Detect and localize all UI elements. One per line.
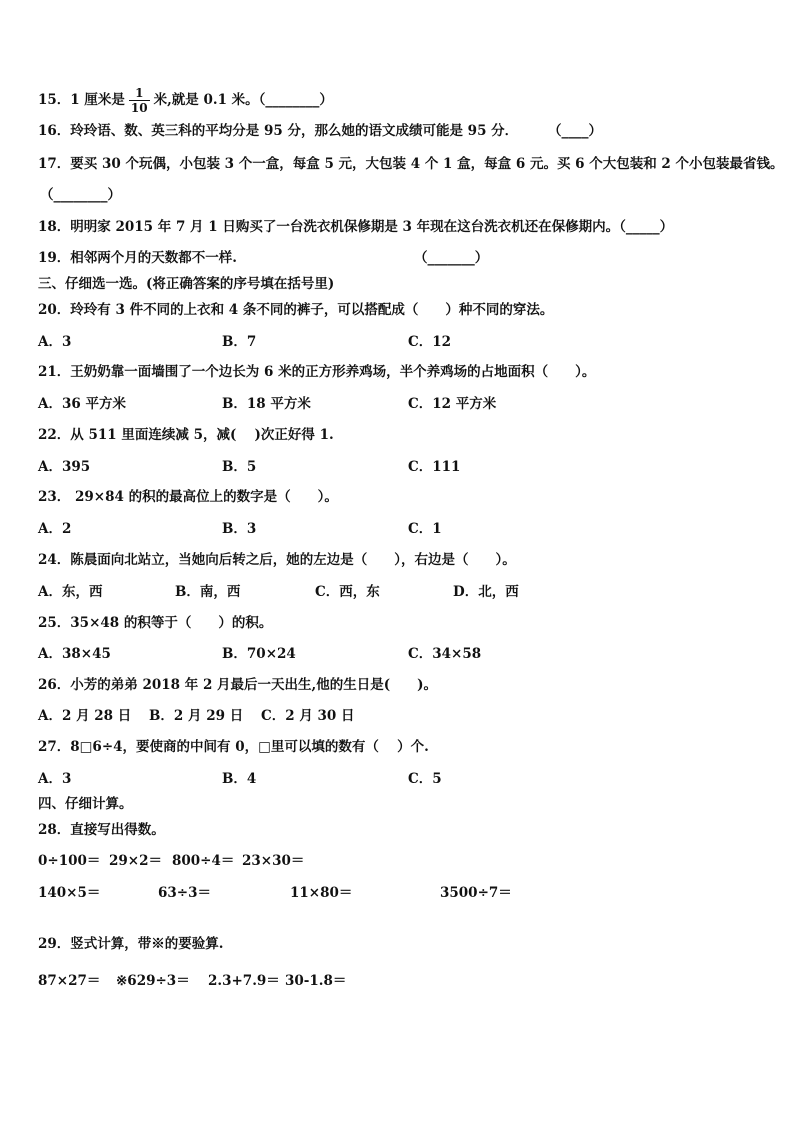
q27-option-c[interactable]: C．5	[408, 771, 442, 787]
question-22: 22．从 511 里面连续减 5，减( )次正好得 1.	[38, 427, 334, 443]
q16-text: 16．玲玲语、数、英三科的平均分是 95 分，那么她的语文成绩可能是 95 分．	[38, 123, 519, 139]
q26-option-a[interactable]: A．2 月 28 日	[38, 708, 132, 724]
q25-option-b[interactable]: B．70×24	[222, 646, 296, 662]
question-20: 20．玲玲有 3 件不同的上衣和 4 条不同的裤子，可以搭配成（ ）种不同的穿法。	[38, 302, 554, 318]
q22-option-a[interactable]: A．395	[38, 459, 91, 475]
q24-option-c[interactable]: C．西，东	[315, 584, 380, 600]
q29-item-4: 30-1.8＝	[285, 973, 347, 989]
q28-item-4: 23×30＝	[242, 853, 305, 869]
question-19: 19．相邻两个月的天数都不一样.	[38, 250, 237, 266]
q28-item-8: 3500÷7＝	[440, 885, 512, 901]
question-25: 25．35×48 的积等于（ ）的积。	[38, 615, 273, 631]
q28-item-2: 29×2＝	[109, 853, 162, 869]
q20-option-c[interactable]: C．12	[408, 334, 452, 350]
q15-post: 米,就是 0.1 米。（________）	[153, 92, 333, 108]
q28-item-5: 140×5＝	[38, 885, 101, 901]
question-17: 17．要买 30 个玩偶，小包装 3 个一盒，每盒 5 元，大包装 4 个 1 盒，每盒 6 元。买 6 个大包装和 2 个小包装最省钱。	[38, 156, 784, 172]
q22-option-b[interactable]: B．5	[222, 459, 257, 475]
q24-option-d[interactable]: D．北，西	[453, 584, 519, 600]
q27-option-b[interactable]: B．4	[222, 771, 257, 787]
question-16	[38, 122, 518, 140]
fraction-1-10	[129, 86, 150, 115]
q28-item-3: 800÷4＝	[172, 853, 235, 869]
q19-answer-blank[interactable]: （_______）	[414, 250, 489, 266]
q22-option-c[interactable]: C．111	[408, 459, 461, 475]
q26-option-b[interactable]: B．2 月 29 日	[149, 708, 244, 724]
q23-option-b[interactable]: B．3	[222, 521, 257, 537]
question-18: 18．明明家 2015 年 7 月 1 日购买了一台洗衣机保修期是 3 年现在这台洗衣机还在保修期内。（_____）	[38, 219, 674, 235]
q28-item-6: 63÷3＝	[158, 885, 211, 901]
question-27: 27．8□6÷4，要使商的中间有 0，□里可以填的数有（ ）个.	[38, 739, 429, 755]
q29-item-2: ※629÷3＝	[116, 973, 190, 989]
q24-option-a[interactable]: A．东，西	[38, 584, 103, 600]
q27-option-a[interactable]: A．3	[38, 771, 72, 787]
section-3-heading: 三、仔细选一选。(将正确答案的序号填在括号里)	[38, 276, 335, 292]
question-15	[38, 86, 333, 115]
q25-option-c[interactable]: C．34×58	[408, 646, 482, 662]
fraction-numerator: 1	[129, 86, 150, 101]
question-23: 23． 29×84 的积的最高位上的数字是（ ）。	[38, 489, 338, 505]
q24-option-b[interactable]: B．南，西	[175, 584, 241, 600]
q16-answer-blank[interactable]: （____）	[548, 123, 602, 139]
question-28: 28．直接写出得数。	[38, 822, 165, 838]
section-4-heading: 四、仔细计算。	[38, 796, 133, 812]
q20-option-a[interactable]: A．3	[38, 334, 72, 350]
question-21: 21．王奶奶靠一面墙围了一个边长为 6 米的正方形养鸡场，半个养鸡场的占地面积（ ）。	[38, 364, 596, 380]
q29-item-1: 87×27＝	[38, 973, 101, 989]
question-26: 26．小芳的弟弟 2018 年 2 月最后一天出生,他的生日是( )。	[38, 677, 438, 693]
q28-item-1: 0÷100＝	[38, 853, 101, 869]
q21-option-c[interactable]: C．12 平方米	[408, 396, 497, 412]
q23-option-a[interactable]: A．2	[38, 521, 72, 537]
fraction-denominator: 10	[130, 101, 148, 115]
q15-pre: 15．1 厘米是	[38, 92, 125, 108]
question-29: 29．竖式计算，带※的要验算.	[38, 936, 224, 952]
q28-item-7: 11×80＝	[290, 885, 353, 901]
q25-option-a[interactable]: A．38×45	[38, 646, 111, 662]
question-24: 24．陈晨面向北站立，当她向后转之后，她的左边是（ ），右边是（ ）。	[38, 552, 516, 568]
q21-option-b[interactable]: B．18 平方米	[222, 396, 311, 412]
q21-option-a[interactable]: A．36 平方米	[38, 396, 126, 412]
q29-item-3: 2.3+7.9＝	[208, 973, 280, 989]
q23-option-c[interactable]: C．1	[408, 521, 442, 537]
q26-option-c[interactable]: C．2 月 30 日	[261, 708, 355, 724]
q20-option-b[interactable]: B．7	[222, 334, 257, 350]
q17-answer-blank[interactable]: （________）	[40, 187, 121, 203]
